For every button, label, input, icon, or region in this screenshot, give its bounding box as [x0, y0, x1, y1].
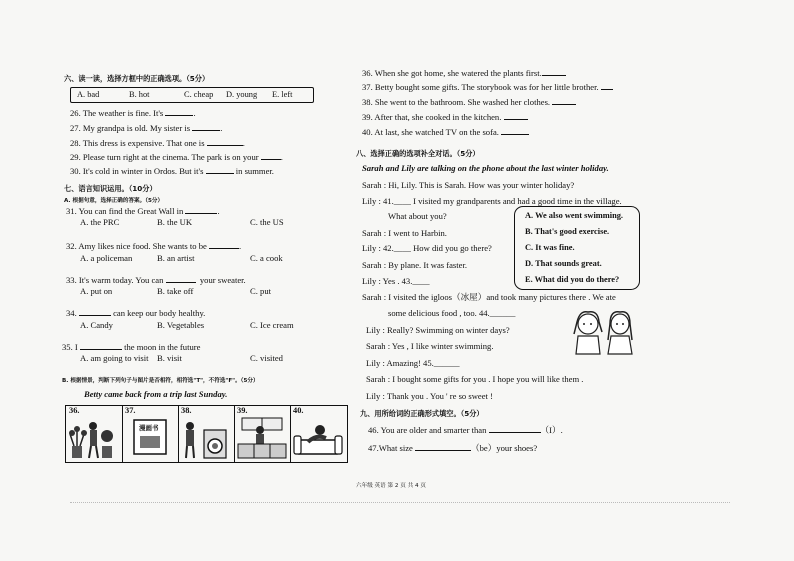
section-7-title: 七、语言知识运用。（10分） — [64, 184, 157, 193]
picture-40: 40. — [290, 406, 347, 462]
dialog-line-14: Lily : Thank you . You ' re so sweet ! — [366, 391, 493, 401]
question-34: 34. can keep our body healthy. — [66, 308, 206, 318]
picture-strip — [65, 405, 348, 463]
dialog-line-6: Sarah : By plane. It was faster. — [362, 260, 468, 270]
section-9-title: 九、用所给词的正确形式填空。（5分） — [360, 409, 484, 418]
dialog-line-8: Sarah : I visited the igloos（冰屋）and took many pictures there . We ate — [362, 292, 616, 302]
tf-37: 37. Betty bought some gifts. The storybook was for her little brother. — [362, 82, 613, 93]
q35-option-c: C. visited — [250, 353, 283, 363]
section-7a-title: A. 根据句意，选择正确的答案。（5分） — [64, 198, 164, 204]
option-b: B. hot — [129, 89, 150, 99]
dotted-separator — [70, 502, 730, 504]
q34-option-a: A. Candy — [80, 320, 113, 330]
page-footer: 六年级 英语 第 2 页 共 4 页 — [356, 483, 426, 489]
q34-option-c: C. Ice cream — [250, 320, 294, 330]
question-35: 35. I the moon in the future — [62, 342, 201, 352]
section-8-title: 八、选择正确的选项补全对话。（5分） — [356, 149, 480, 158]
question-26: 26. The weather is fine. It's . — [70, 108, 196, 118]
q32-option-c: C. a cook — [250, 253, 283, 263]
sofa-icon — [290, 406, 347, 462]
comic-book-icon — [122, 406, 178, 462]
question-31: 31. You can find the Great Wall in . — [66, 206, 220, 216]
q31-option-b: B. the UK — [157, 217, 193, 227]
tf-39: 39. After that, she cooked in the kitchen. — [362, 112, 528, 123]
tf-38: 38. She went to the bathroom. She washed her clothes. — [362, 97, 576, 108]
dialog-line-3: What about you? — [388, 211, 447, 221]
option-d: D. young — [226, 89, 258, 99]
question-28: 28. This dress is expensive. That one is . — [70, 138, 245, 148]
question-29: 29. Please turn right at the cinema. The park is on your . — [70, 152, 283, 162]
dialog-line-13: Sarah : I bought some gifts for you . I hope you will like them . — [366, 374, 584, 384]
picture-37: 37. 漫画书 — [122, 406, 179, 462]
answer-e: E. What did you do there? — [525, 275, 620, 284]
answer-d: D. That sounds great. — [525, 259, 602, 268]
question-47: 47.What size （be）your shoes? — [368, 443, 538, 453]
dialog-line-10: Lily : Really? Swimming on winter days? — [366, 325, 510, 335]
picture-38: 38. — [178, 406, 235, 462]
option-c: C. cheap — [184, 89, 214, 99]
washing-machine-icon — [178, 406, 234, 462]
q31-option-a: A. the PRC — [80, 217, 120, 227]
q35-option-b: B. visit — [157, 353, 182, 363]
q34-option-b: B. Vegetables — [157, 320, 205, 330]
kitchen-icon — [234, 406, 290, 462]
q32-option-a: A. a policeman — [80, 253, 133, 263]
question-30: 30. It's cold in winter in Ordos. But it's in summer. — [70, 166, 274, 176]
question-33: 33. It's warm today. You can your sweater. — [66, 275, 246, 285]
option-box — [70, 87, 314, 103]
story-title: Betty came back from a trip last Sunday. — [84, 389, 228, 399]
answer-c: C. It was fine. — [525, 243, 575, 252]
q31-option-c: C. the US — [250, 217, 284, 227]
tf-40: 40. At last, she watched TV on the sofa. — [362, 127, 529, 138]
dialog-line-5: Lily : 42.____ How did you go there? — [362, 243, 492, 253]
dialog-title: Sarah and Lily are talking on the phone about the last winter holiday. — [362, 163, 609, 173]
answer-options-box — [514, 206, 640, 290]
dialog-line-2: Lily : 41.____ I visited my grandparents and had a good time in the village. — [362, 196, 622, 206]
section-6-title: 六、读一读，选择方框中的正确选项。（5分） — [64, 74, 210, 83]
option-e: E. left — [272, 89, 293, 99]
q33-option-a: A. put on — [80, 286, 113, 296]
q32-option-b: B. an artist — [157, 253, 195, 263]
section-7b-title: B. 根据情景，判断下列句子与图片是否相符，相符选"T"，不符选"F"。（5分） — [62, 378, 259, 384]
dialog-line-7: Lily : Yes . 43.____ — [362, 276, 430, 286]
watering-plants-icon — [66, 406, 122, 462]
dialog-line-11: Sarah : Yes , I like winter swimming. — [366, 341, 494, 351]
dialog-line-1: Sarah : Hi, Lily. This is Sarah. How was your winter holiday? — [362, 180, 575, 190]
question-32: 32. Amy likes nice food. She wants to be . — [66, 241, 242, 251]
picture-36: 36. — [66, 406, 123, 462]
dialog-line-12: Lily : Amazing! 45.______ — [366, 358, 460, 368]
q33-option-b: B. take off — [157, 286, 194, 296]
question-46: 46. You are older and smarter than （I）. — [368, 425, 563, 435]
question-27: 27. My grandpa is old. My sister is . — [70, 123, 223, 133]
q33-option-c: C. put — [250, 286, 272, 296]
girls-illustration — [568, 310, 640, 356]
answer-a: A. We also went swimming. — [525, 211, 624, 220]
q35-option-a: A. am going to visit — [80, 353, 149, 363]
dialog-line-9: some delicious food , too. 44.______ — [388, 308, 516, 318]
dialog-line-4: Sarah : I went to Harbin. — [362, 228, 447, 238]
answer-b: B. That's good exercise. — [525, 227, 610, 236]
option-a: A. bad — [77, 89, 100, 99]
comic-book-label: 漫画书 — [139, 424, 159, 432]
picture-39: 39. — [234, 406, 291, 462]
tf-36: 36. When she got home, she watered the plants first. — [362, 68, 566, 79]
